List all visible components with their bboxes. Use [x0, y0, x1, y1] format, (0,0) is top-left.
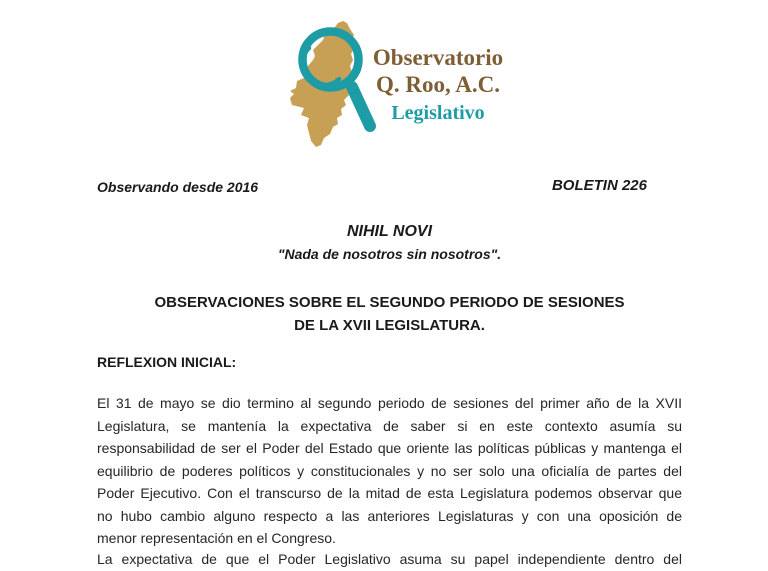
body-line: no hubo cambio alguno respecto a las anteriores Legislaturas y con una oposición de [97, 507, 682, 524]
body-line: El 31 de mayo se dio termino al segundo periodo de sesiones del primer año de la XVII [97, 395, 682, 411]
paragraph-1 [97, 392, 682, 550]
document-title-line1: OBSERVACIONES SOBRE EL SEGUNDO PERIODO DE SESIONES [154, 294, 625, 311]
body-line: menor representación en el Congreso. [97, 530, 336, 547]
document-title-line2: DE LA XVII LEGISLATURA. [294, 317, 485, 334]
section-heading: REFLEXION INICIAL: [97, 354, 237, 370]
logo-org-name-line2: Q. Roo, A.C. [376, 72, 500, 97]
body-line: La expectativa de que el Poder Legislativo asuma su papel independiente dentro del [97, 551, 682, 567]
body-line: Poder Ejecutivo. Con el transcurso de la mitad de esta Legislatura podemos observar que [97, 485, 682, 502]
paragraph-2 [97, 548, 682, 571]
document-title [97, 291, 682, 337]
logo-wordmark [352, 44, 524, 125]
body-line: Legislatura, se mantenía la expectativa de saber si en este contexto asumía su [97, 417, 682, 434]
logo-org-name-line1: Observatorio [372, 45, 504, 70]
body-line: equilibrio de poderes políticos y constitucionales y no ser solo una oficialía de partes del [97, 462, 682, 479]
bulletin-number: BOLETIN 226 [551, 177, 647, 194]
tagline: Observando desde 2016 [97, 179, 259, 195]
logo-subtitle: Legislativo [391, 102, 485, 124]
motto-latin: NIHIL NOVI [346, 223, 433, 240]
motto-quote: "Nada de nosotros sin nosotros". [277, 246, 502, 262]
body-line: responsabilidad de ser el Poder del Estado que oriente las políticas públicas y mantenga el [97, 440, 682, 457]
